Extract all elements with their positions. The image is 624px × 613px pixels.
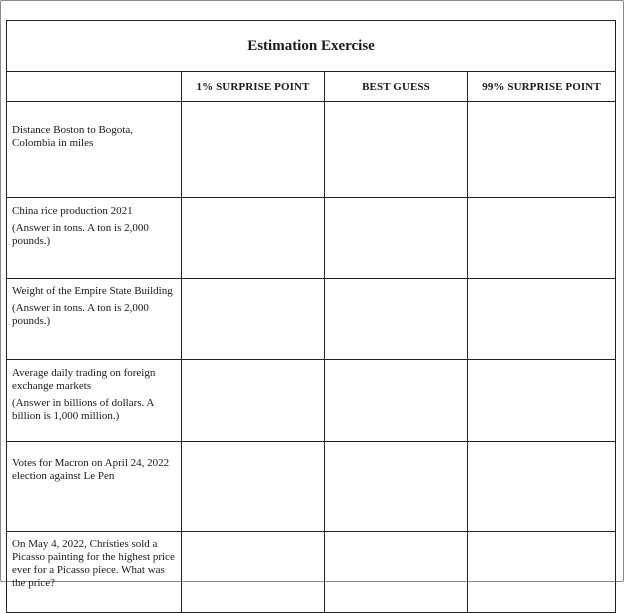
question-text: China rice production 2021 xyxy=(12,205,133,217)
header-99pct-surprise: 99% SURPRISE POINT xyxy=(468,72,616,102)
header-question xyxy=(7,72,182,102)
answer-cell-best-guess[interactable] xyxy=(325,198,468,279)
answer-cell-1pct[interactable] xyxy=(182,532,325,613)
question-text: Weight of the Empire State Building xyxy=(12,285,173,297)
question-cell xyxy=(7,102,182,198)
answer-cell-1pct[interactable] xyxy=(182,102,325,198)
answer-cell-1pct[interactable] xyxy=(182,279,325,360)
answer-cell-99pct[interactable] xyxy=(468,442,616,532)
header-best-guess: BEST GUESS xyxy=(325,72,468,102)
question-text: Distance Boston to Bogota, Colombia in miles xyxy=(12,124,133,149)
answer-cell-99pct[interactable] xyxy=(468,532,616,613)
answer-cell-99pct[interactable] xyxy=(468,279,616,360)
question-cell xyxy=(7,198,182,279)
answer-cell-best-guess[interactable] xyxy=(325,532,468,613)
question-cell xyxy=(7,279,182,360)
answer-cell-best-guess[interactable] xyxy=(325,102,468,198)
question-text: On May 4, 2022, Christies sold a Picasso painting for the highest price ever for a Picasso piece. What was the price? xyxy=(12,538,175,589)
table-row xyxy=(7,198,616,279)
question-note: (Answer in tons. A ton is 2,000 pounds.) xyxy=(12,222,149,247)
table-row xyxy=(7,102,616,198)
answer-cell-99pct[interactable] xyxy=(468,102,616,198)
answer-cell-1pct[interactable] xyxy=(182,442,325,532)
header-1pct-surprise: 1% SURPRISE POINT xyxy=(182,72,325,102)
question-cell xyxy=(7,532,182,613)
answer-cell-1pct[interactable] xyxy=(182,198,325,279)
table-row xyxy=(7,360,616,442)
question-text: Average daily trading on foreign exchange markets xyxy=(12,367,156,392)
question-cell xyxy=(7,360,182,442)
estimation-table xyxy=(6,20,616,613)
table-row xyxy=(7,442,616,532)
answer-cell-99pct[interactable] xyxy=(468,360,616,442)
answer-cell-1pct[interactable] xyxy=(182,360,325,442)
table-title: Estimation Exercise xyxy=(7,21,616,72)
answer-cell-best-guess[interactable] xyxy=(325,442,468,532)
question-note: (Answer in tons. A ton is 2,000 pounds.) xyxy=(12,302,149,327)
answer-cell-best-guess[interactable] xyxy=(325,279,468,360)
table-row xyxy=(7,279,616,360)
question-cell xyxy=(7,442,182,532)
answer-cell-99pct[interactable] xyxy=(468,198,616,279)
question-note: (Answer in billions of dollars. A billion is 1,000 million.) xyxy=(12,397,154,422)
question-text: Votes for Macron on April 24, 2022 election against Le Pen xyxy=(12,457,170,482)
answer-cell-best-guess[interactable] xyxy=(325,360,468,442)
table-row xyxy=(7,532,616,613)
